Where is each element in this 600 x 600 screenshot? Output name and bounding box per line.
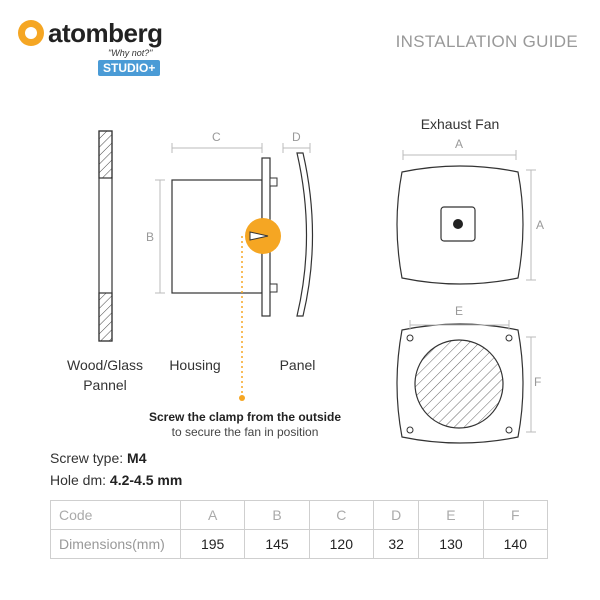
table-cell: 130 [419,530,483,559]
table-cell: 120 [309,530,373,559]
page-title: INSTALLATION GUIDE [395,32,578,51]
table-cell: 140 [483,530,547,559]
dim-c-label: C [212,130,221,144]
table-header-cell: Code [51,501,181,530]
dim-d-label: D [292,130,301,144]
dimensions-table [50,500,548,559]
exhaust-fan-back-view [397,324,523,443]
table-header-cell: C [309,501,373,530]
studio-badge: STUDIO+ [98,60,160,76]
panel-label: Panel [279,357,316,373]
dim-e-label: E [455,304,464,318]
screw-type-spec [50,450,146,466]
dim-b-label: B [146,230,155,244]
table-cell: 195 [181,530,245,559]
table-header-cell: E [419,501,483,530]
hole-dm-spec [50,472,182,488]
dim-a-top-label: A [455,137,464,151]
table-header-cell: B [245,501,309,530]
table-cell: 145 [245,530,309,559]
clamp-instruction: Screw the clamp from the outside [148,410,342,424]
wood-glass-label-line2: Pannel [83,377,127,393]
table-cell: Dimensions(mm) [51,530,181,559]
dim-f-label: F [534,375,542,389]
hole-dm-value: 4.2-4.5 mm [109,472,183,488]
table-row [51,530,548,559]
table-header-cell: D [373,501,418,530]
wood-glass-panel [99,131,112,341]
table-cell: 32 [373,530,418,559]
wood-glass-label [60,357,150,393]
screw-type-value: M4 [127,450,147,466]
table-header-cell: F [483,501,547,530]
dim-a-side-label: A [536,218,545,232]
brand-tagline: "Why not?" [108,48,153,58]
hole-dm-label: Hole dm: [50,472,107,488]
wood-glass-label-line1: Wood/Glass [67,357,143,373]
table-header-cell: A [181,501,245,530]
panel-drawing [297,153,313,316]
clamp-instruction-sub: to secure the fan in position [171,425,319,439]
exhaust-fan-label: Exhaust Fan [420,116,500,132]
brand-name: atomberg [48,18,163,48]
exhaust-fan-front-view [397,166,523,284]
table-header-row [51,501,548,530]
housing-label: Housing [169,357,221,373]
screw-type-label: Screw type: [50,450,124,466]
